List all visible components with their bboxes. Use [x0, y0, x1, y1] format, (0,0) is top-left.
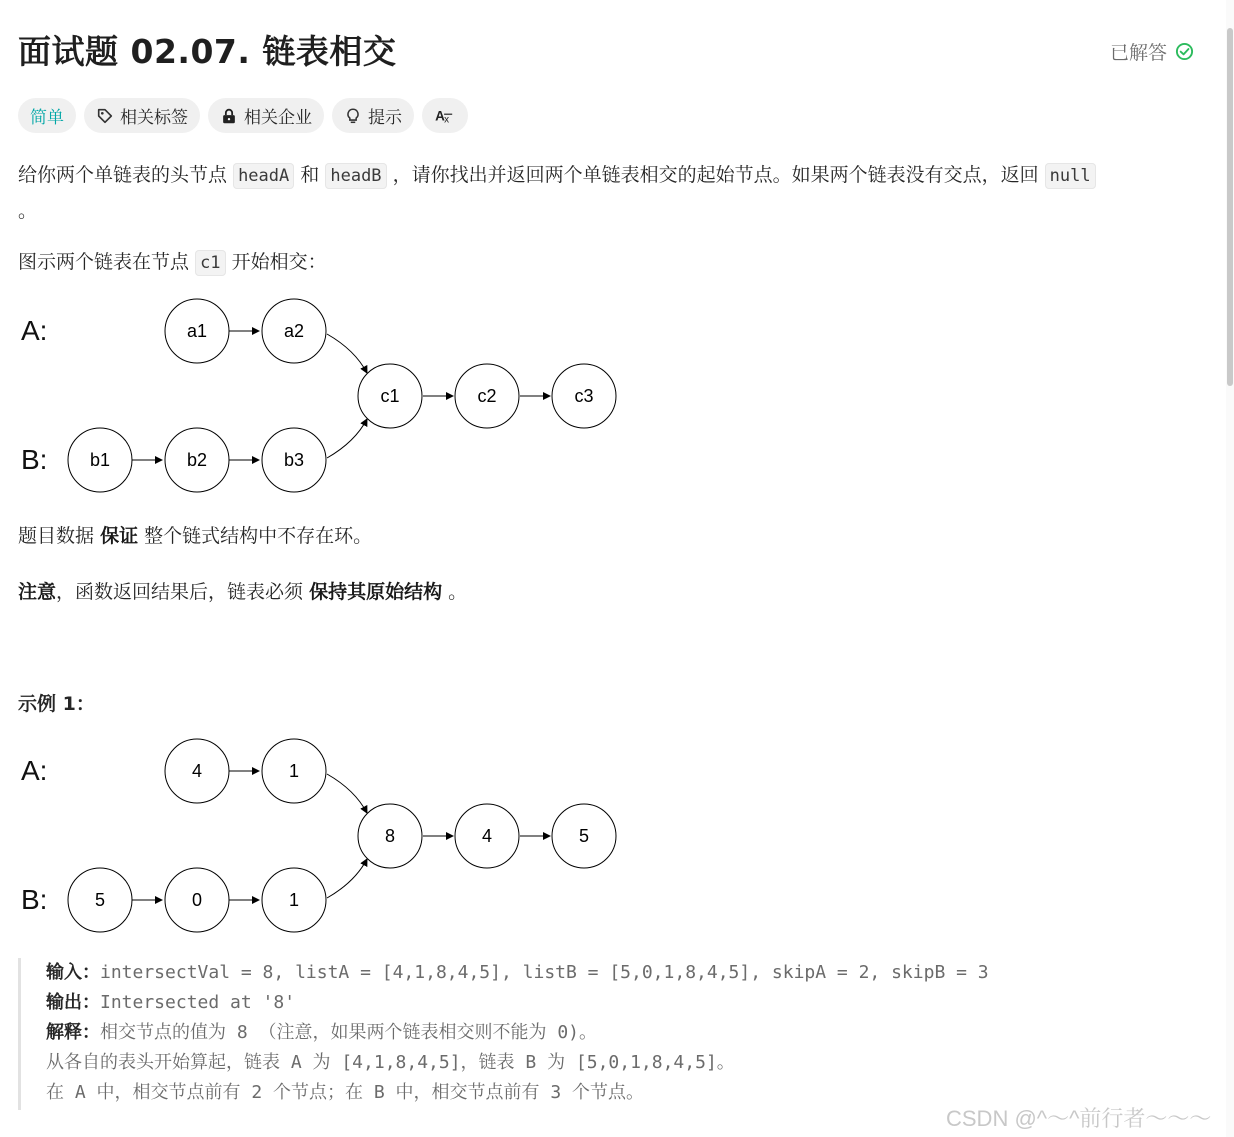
node-label: a1 — [186, 321, 208, 341]
list-a-label: A: — [21, 755, 48, 786]
explain-label: 解释： — [46, 1022, 100, 1043]
node-label: 0 — [191, 890, 203, 910]
list-node — [262, 739, 326, 803]
list-node — [552, 804, 616, 868]
explain-text: 相交节点的值为 8 （注意，如果两个链表相交则不能为 0)。 — [100, 1022, 598, 1043]
description-paragraph-4 — [18, 577, 467, 604]
list-node — [455, 364, 519, 428]
node-label: 8 — [384, 826, 396, 846]
bold-text: 保证 — [100, 525, 139, 547]
desc-text: 给你两个单链表的头节点 — [18, 164, 228, 186]
output-label: 输出： — [46, 992, 100, 1013]
list-node — [262, 428, 326, 492]
node-label: b1 — [89, 450, 111, 470]
node-label: 4 — [481, 826, 493, 846]
inline-code: headB — [325, 163, 386, 189]
inline-code: null — [1045, 163, 1096, 189]
desc-text: 图示两个链表在节点 — [18, 251, 190, 273]
example-explain-row: 在 A 中，相交节点前有 2 个节点；在 B 中，相交节点前有 3 个节点。 — [46, 1082, 645, 1103]
node-label: c2 — [477, 386, 497, 406]
lock-icon — [220, 107, 238, 125]
list-node — [165, 299, 229, 363]
description-paragraph-2 — [18, 247, 327, 274]
input-value: intersectVal = 8, listA = [4,1,8,4,5], listB = [5,0,1,8,4,5], skipA = 2, skipB = 3 — [100, 962, 989, 983]
related-companies-button[interactable] — [208, 98, 324, 133]
list-node — [358, 364, 422, 428]
desc-text: 整个链式结构中不存在环。 — [144, 525, 373, 547]
hint-label: 提示 — [368, 108, 402, 128]
inline-code: c1 — [195, 250, 225, 276]
node-label: 1 — [288, 761, 300, 781]
translate-icon — [434, 107, 456, 125]
desc-text: ，函数返回结果后，链表必须 — [56, 581, 304, 603]
description-paragraph-3 — [18, 521, 372, 548]
related-companies-label: 相关企业 — [244, 108, 312, 128]
node-label: b2 — [186, 450, 208, 470]
bold-text: 保持其原始结构 — [309, 581, 443, 603]
list-node — [165, 739, 229, 803]
description-paragraph-1-end: 。 — [18, 200, 38, 222]
output-value: Intersected at '8' — [100, 992, 296, 1013]
node-label: 4 — [191, 761, 203, 781]
desc-text: ，请你找出并返回两个单链表相交的起始节点。如果两个链表没有交点，返回 — [392, 164, 1039, 186]
node-label: 5 — [578, 826, 590, 846]
difficulty-tag[interactable] — [18, 98, 76, 133]
linked-list-diagram-2 — [0, 730, 640, 950]
inline-code: headA — [233, 163, 294, 189]
node-label: c1 — [380, 386, 400, 406]
related-tags-label: 相关标签 — [120, 108, 188, 128]
example-heading: 示例 1： — [18, 693, 95, 715]
check-circle-icon — [1175, 42, 1194, 61]
example-block — [18, 958, 1198, 1110]
input-label: 输入： — [46, 962, 100, 983]
example-output-row — [46, 988, 1198, 1018]
svg-text:A: A — [435, 108, 445, 123]
description-paragraph-1 — [18, 160, 1096, 187]
node-label: a2 — [283, 321, 305, 341]
example-input-row — [46, 958, 1198, 988]
hint-button[interactable] — [332, 98, 414, 133]
list-node — [68, 868, 132, 932]
tag-icon — [96, 107, 114, 125]
solved-status — [1110, 38, 1194, 65]
desc-text: 。 — [448, 581, 468, 603]
list-node — [552, 364, 616, 428]
example-explain-row: 从各自的表头开始算起，链表 A 为 [4,1,8,4,5]，链表 B 为 [5,0,1,8,4,5]。 — [46, 1052, 735, 1073]
page-title: 面试题 02.07. 链表相交 — [18, 32, 397, 71]
list-b-label: B: — [21, 444, 48, 475]
node-label: c3 — [574, 386, 594, 406]
node-label: 5 — [94, 890, 106, 910]
node-label: b3 — [283, 450, 305, 470]
desc-text: 开始相交： — [231, 251, 327, 273]
desc-text: 题目数据 — [18, 525, 95, 547]
list-node — [455, 804, 519, 868]
list-node — [68, 428, 132, 492]
watermark: CSDN @^～^前行者～～～ — [946, 1106, 1212, 1131]
list-node — [165, 868, 229, 932]
linked-list-diagram-1 — [0, 290, 640, 510]
lightbulb-icon — [344, 107, 362, 125]
solved-label: 已解答 — [1110, 42, 1168, 64]
svg-text:x: x — [444, 113, 450, 125]
list-a-label: A: — [21, 315, 48, 346]
list-node — [262, 299, 326, 363]
list-node — [262, 868, 326, 932]
desc-text: 和 — [300, 164, 320, 186]
list-node — [165, 428, 229, 492]
translate-button[interactable] — [422, 98, 468, 133]
example-explain-row — [46, 1018, 1198, 1048]
scrollbar-thumb[interactable] — [1227, 28, 1233, 386]
list-node — [358, 804, 422, 868]
tag-bar — [18, 98, 468, 133]
node-label: 1 — [288, 890, 300, 910]
difficulty-label: 简单 — [30, 108, 64, 128]
related-tags-button[interactable] — [84, 98, 200, 133]
bold-text: 注意 — [18, 581, 57, 603]
list-b-label: B: — [21, 884, 48, 915]
